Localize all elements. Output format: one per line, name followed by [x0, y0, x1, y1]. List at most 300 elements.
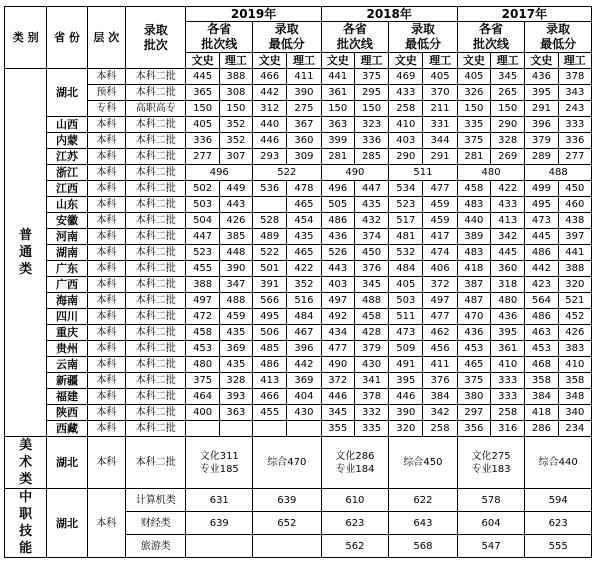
category-art: 美 术 类 — [5, 437, 47, 489]
header-ligong: 理工 — [423, 53, 457, 69]
score-cell: 378 — [354, 389, 388, 405]
province-cell: 湖北 — [47, 69, 87, 117]
score-cell: 345 — [354, 277, 388, 293]
table-row-province — [5, 261, 592, 277]
score-cell: 290 — [389, 149, 423, 165]
score-cell: 150 — [354, 101, 388, 117]
batch-cell: 本科二批 — [125, 117, 186, 133]
score-cell: 393 — [219, 389, 252, 405]
score-cell: 465 — [287, 197, 321, 213]
score-cell: 405 — [423, 69, 457, 85]
score-cell: 435 — [219, 357, 252, 373]
province-cell: 湖北 — [47, 489, 87, 558]
score-cell: 361 — [321, 85, 354, 101]
score-cell: 452 — [558, 309, 591, 325]
score-cell: 275 — [287, 101, 321, 117]
score-cell: 331 — [423, 117, 457, 133]
score-cell: 441 — [321, 69, 354, 85]
province-cell: 广东 — [47, 261, 87, 277]
score-cell: 340 — [558, 405, 591, 421]
score-cell: 469 — [389, 69, 423, 85]
score-cell: 446 — [253, 133, 287, 149]
table-row-province — [5, 245, 592, 261]
header-category: 类 别 — [5, 7, 47, 69]
score-cell: 379 — [525, 133, 558, 149]
table-row-hubei — [5, 85, 592, 101]
header-ligong: 理工 — [558, 53, 591, 69]
score-cell: 341 — [354, 373, 388, 389]
score-cell: 318 — [491, 277, 525, 293]
score-cell: 375 — [186, 373, 219, 389]
score-cell: 391 — [253, 277, 287, 293]
score-cell: 501 — [253, 261, 287, 277]
header-batch-line: 各省 批次线 — [321, 22, 389, 53]
province-cell: 江西 — [47, 181, 87, 197]
score-cell: 308 — [219, 85, 252, 101]
score-cell: 358 — [525, 373, 558, 389]
score-cell: 497 — [321, 293, 354, 309]
batch-cell: 本科二批 — [125, 325, 186, 341]
table-row-province — [5, 197, 592, 213]
score-cell: 328 — [491, 133, 525, 149]
table-row-hubei — [5, 69, 592, 85]
score-cell: 374 — [354, 229, 388, 245]
score-cell: 497 — [186, 293, 219, 309]
score-cell: 336 — [186, 133, 219, 149]
score-cell-merged: 639 — [253, 489, 322, 512]
score-cell: 406 — [423, 261, 457, 277]
score-cell-merged: 578 — [457, 489, 525, 512]
score-cell: 523 — [186, 245, 219, 261]
score-cell: 384 — [423, 389, 457, 405]
score-cell: 487 — [457, 293, 490, 309]
score-cell: 258 — [491, 405, 525, 421]
score-cell: 442 — [287, 357, 321, 373]
score-cell: 459 — [423, 197, 457, 213]
score-cell: 536 — [253, 181, 287, 197]
score-cell: 489 — [253, 229, 287, 245]
score-cell: 383 — [558, 341, 591, 357]
header-wenshi: 文史 — [253, 53, 287, 69]
score-cell: 522 — [253, 245, 287, 261]
batch-cell: 本科二批 — [125, 165, 186, 181]
score-cell: 484 — [287, 309, 321, 325]
score-cell: 436 — [525, 69, 558, 85]
admission-score-table — [4, 6, 592, 558]
score-cell: 426 — [219, 213, 252, 229]
score-cell-merged: 594 — [525, 489, 592, 512]
province-cell: 西藏 — [47, 421, 87, 437]
batch-cell: 本科二批 — [125, 373, 186, 389]
level-cell: 本科 — [87, 325, 125, 341]
score-cell: 491 — [389, 357, 423, 373]
score-cell: 483 — [457, 245, 490, 261]
score-cell: 332 — [354, 405, 388, 421]
score-cell: 480 — [186, 357, 219, 373]
score-cell: 499 — [525, 181, 558, 197]
score-cell: 345 — [321, 405, 354, 421]
table-row-province — [5, 277, 592, 293]
header-min-score: 录取 最低分 — [253, 22, 322, 53]
score-cell: 356 — [457, 421, 490, 437]
score-cell: 446 — [389, 389, 423, 405]
score-cell: 372 — [423, 277, 457, 293]
header-ligong: 理工 — [219, 53, 252, 69]
score-cell: 323 — [354, 117, 388, 133]
level-cell: 本科 — [87, 405, 125, 421]
score-cell: 466 — [253, 69, 287, 85]
score-cell-merged: 623 — [525, 512, 592, 535]
level-cell: 专科 — [87, 101, 125, 117]
score-cell: 477 — [321, 341, 354, 357]
category-vocational: 中 职 技 能 — [5, 489, 47, 558]
score-cell: 526 — [321, 245, 354, 261]
score-cell: 388 — [558, 261, 591, 277]
score-cell: 258 — [389, 101, 423, 117]
header-year: 2018年 — [321, 7, 457, 22]
score-cell-merged: 522 — [253, 165, 322, 181]
header-batch-line: 各省 批次线 — [457, 22, 525, 53]
score-cell-merged: 490 — [321, 165, 389, 181]
level-cell: 本科 — [87, 261, 125, 277]
batch-cell: 本科二批 — [125, 293, 186, 309]
score-cell: 410 — [491, 357, 525, 373]
score-cell: 418 — [525, 405, 558, 421]
level-cell: 本科 — [87, 117, 125, 133]
score-cell: 442 — [525, 261, 558, 277]
batch-cell: 本科二批 — [125, 261, 186, 277]
province-cell: 陕西 — [47, 405, 87, 421]
header-wenshi: 文史 — [389, 53, 423, 69]
score-cell: 445 — [491, 245, 525, 261]
score-cell: 458 — [186, 325, 219, 341]
score-cell: 473 — [525, 213, 558, 229]
score-cell: 404 — [287, 389, 321, 405]
batch-cell: 本科二批 — [125, 149, 186, 165]
score-cell: 463 — [525, 325, 558, 341]
score-cell: 380 — [457, 389, 490, 405]
art-score-cell: 综合450 — [389, 437, 458, 489]
header-wenshi: 文史 — [457, 53, 490, 69]
score-cell: 375 — [457, 133, 490, 149]
score-cell: 477 — [423, 309, 457, 325]
score-cell: 446 — [321, 389, 354, 405]
province-cell: 江苏 — [47, 149, 87, 165]
batch-cell: 本科二批 — [125, 133, 186, 149]
header-level: 层 次 — [87, 7, 125, 69]
province-cell: 四川 — [47, 309, 87, 325]
score-cell — [287, 421, 321, 437]
score-cell: 503 — [389, 293, 423, 309]
score-cell: 445 — [186, 69, 219, 85]
score-cell: 517 — [389, 213, 423, 229]
batch-cell: 本科二批 — [125, 85, 186, 101]
score-cell: 418 — [457, 261, 490, 277]
score-cell: 516 — [287, 293, 321, 309]
score-cell: 385 — [219, 229, 252, 245]
score-cell: 355 — [321, 421, 354, 437]
score-cell: 534 — [389, 181, 423, 197]
score-cell: 464 — [186, 389, 219, 405]
score-cell: 384 — [525, 389, 558, 405]
level-cell: 本科 — [87, 389, 125, 405]
score-cell: 470 — [457, 309, 490, 325]
score-cell: 320 — [558, 277, 591, 293]
header-ligong: 理工 — [491, 53, 525, 69]
score-cell: 390 — [389, 405, 423, 421]
level-cell: 本科 — [87, 293, 125, 309]
level-cell: 本科 — [87, 197, 125, 213]
table-row-province — [5, 293, 592, 309]
score-cell: 375 — [354, 69, 388, 85]
province-cell: 海南 — [47, 293, 87, 309]
table-row-province — [5, 405, 592, 421]
score-cell: 453 — [457, 341, 490, 357]
score-cell: 358 — [558, 373, 591, 389]
score-cell: 234 — [558, 421, 591, 437]
batch-cell: 本科二批 — [125, 405, 186, 421]
score-cell: 411 — [287, 69, 321, 85]
score-cell: 483 — [457, 197, 490, 213]
score-cell: 290 — [491, 117, 525, 133]
score-cell: 503 — [186, 197, 219, 213]
score-cell: 277 — [558, 149, 591, 165]
batch-cell: 本科二批 — [125, 213, 186, 229]
province-cell: 安徽 — [47, 213, 87, 229]
batch-cell: 计算机类 — [125, 489, 186, 512]
score-cell-merged: 652 — [253, 512, 322, 535]
score-cell: 450 — [558, 181, 591, 197]
score-cell — [253, 197, 287, 213]
score-cell: 435 — [287, 229, 321, 245]
score-cell: 456 — [423, 341, 457, 357]
score-cell: 477 — [423, 181, 457, 197]
score-cell: 430 — [287, 405, 321, 421]
score-cell: 211 — [423, 101, 457, 117]
score-cell: 342 — [491, 229, 525, 245]
score-cell: 150 — [457, 101, 490, 117]
level-cell: 本科 — [87, 133, 125, 149]
table-row-hubei — [5, 101, 592, 117]
table-row-province — [5, 309, 592, 325]
score-cell: 449 — [219, 181, 252, 197]
level-cell: 本科 — [87, 309, 125, 325]
score-cell: 413 — [253, 373, 287, 389]
score-cell: 333 — [491, 373, 525, 389]
level-cell: 本科 — [87, 165, 125, 181]
score-cell: 465 — [457, 357, 490, 373]
score-cell: 496 — [321, 181, 354, 197]
score-cell: 399 — [321, 133, 354, 149]
batch-cell: 本科二批 — [125, 421, 186, 437]
score-cell: 426 — [558, 325, 591, 341]
score-cell: 443 — [321, 261, 354, 277]
score-cell: 423 — [525, 277, 558, 293]
score-cell: 453 — [186, 341, 219, 357]
score-cell: 492 — [321, 309, 354, 325]
score-cell: 293 — [253, 149, 287, 165]
batch-cell: 高职高专 — [125, 101, 186, 117]
score-cell: 472 — [186, 309, 219, 325]
score-cell — [186, 421, 219, 437]
score-cell: 566 — [253, 293, 287, 309]
score-cell: 390 — [287, 85, 321, 101]
score-cell: 150 — [321, 101, 354, 117]
score-cell: 465 — [287, 245, 321, 261]
score-cell: 405 — [457, 69, 490, 85]
level-cell: 本科 — [87, 181, 125, 197]
score-cell: 473 — [389, 325, 423, 341]
score-cell: 478 — [287, 181, 321, 197]
score-cell-merged — [186, 535, 253, 558]
score-cell: 460 — [558, 197, 591, 213]
score-cell: 389 — [457, 229, 490, 245]
table-row-province — [5, 165, 592, 181]
score-cell: 352 — [219, 133, 252, 149]
level-cell: 本科 — [87, 341, 125, 357]
province-cell: 内蒙 — [47, 133, 87, 149]
score-cell: 286 — [525, 421, 558, 437]
batch-cell: 本科二批 — [125, 437, 186, 489]
score-cell-merged: 643 — [389, 512, 458, 535]
score-cell-merged: 622 — [389, 489, 458, 512]
score-cell: 454 — [287, 213, 321, 229]
batch-cell: 本科二批 — [125, 389, 186, 405]
header-year: 2017年 — [457, 7, 591, 22]
score-cell: 447 — [186, 229, 219, 245]
score-cell: 466 — [253, 389, 287, 405]
score-cell: 345 — [491, 69, 525, 85]
score-cell: 462 — [423, 325, 457, 341]
score-cell: 335 — [354, 421, 388, 437]
score-cell: 335 — [457, 117, 490, 133]
score-cell: 438 — [558, 213, 591, 229]
score-cell: 336 — [558, 133, 591, 149]
score-cell: 436 — [457, 325, 490, 341]
score-cell: 367 — [287, 117, 321, 133]
score-cell: 403 — [389, 133, 423, 149]
table-row-province — [5, 181, 592, 197]
batch-cell: 本科二批 — [125, 69, 186, 85]
score-cell: 390 — [219, 261, 252, 277]
score-cell: 363 — [219, 405, 252, 421]
header-row-years — [5, 7, 592, 22]
level-cell: 本科 — [87, 357, 125, 373]
score-cell: 481 — [389, 229, 423, 245]
score-cell: 403 — [321, 277, 354, 293]
province-cell: 新疆 — [47, 373, 87, 389]
header-ligong: 理工 — [354, 53, 388, 69]
score-cell — [219, 421, 252, 437]
score-cell: 410 — [558, 357, 591, 373]
header-wenshi: 文史 — [525, 53, 558, 69]
header-province: 省 份 — [47, 7, 87, 69]
score-cell: 369 — [287, 373, 321, 389]
score-cell: 422 — [287, 261, 321, 277]
score-cell: 458 — [354, 309, 388, 325]
score-cell-merged: 639 — [186, 512, 253, 535]
art-score-cell: 综合440 — [525, 437, 592, 489]
score-cell: 370 — [423, 85, 457, 101]
score-cell: 495 — [525, 197, 558, 213]
score-cell: 511 — [389, 309, 423, 325]
score-cell: 484 — [389, 261, 423, 277]
score-cell: 361 — [491, 341, 525, 357]
header-year: 2019年 — [186, 7, 321, 22]
score-cell: 316 — [491, 421, 525, 437]
table-row-vocational — [5, 489, 592, 512]
score-cell: 509 — [389, 341, 423, 357]
score-cell: 430 — [354, 357, 388, 373]
score-cell: 378 — [558, 69, 591, 85]
score-cell: 448 — [219, 245, 252, 261]
score-cell: 532 — [389, 245, 423, 261]
score-cell: 395 — [525, 85, 558, 101]
score-cell: 295 — [354, 85, 388, 101]
batch-cell: 本科二批 — [125, 341, 186, 357]
score-cell: 379 — [354, 341, 388, 357]
province-cell: 河南 — [47, 229, 87, 245]
score-cell: 372 — [321, 373, 354, 389]
level-cell: 本科 — [87, 373, 125, 389]
score-cell-merged: 631 — [186, 489, 253, 512]
batch-cell: 本科二批 — [125, 181, 186, 197]
score-cell: 365 — [186, 85, 219, 101]
score-cell: 411 — [423, 357, 457, 373]
score-cell: 413 — [491, 213, 525, 229]
table-row-province — [5, 133, 592, 149]
province-cell: 广西 — [47, 277, 87, 293]
level-cell: 本科 — [87, 245, 125, 261]
score-cell: 150 — [219, 101, 252, 117]
province-cell: 山东 — [47, 197, 87, 213]
score-cell: 453 — [525, 341, 558, 357]
score-cell-merged: 555 — [525, 535, 592, 558]
province-cell: 贵州 — [47, 341, 87, 357]
score-cell: 486 — [525, 309, 558, 325]
header-ligong: 理工 — [287, 53, 321, 69]
score-cell: 336 — [354, 133, 388, 149]
score-cell-merged: 610 — [321, 489, 389, 512]
batch-cell: 本科二批 — [125, 229, 186, 245]
score-cell: 440 — [253, 117, 287, 133]
score-cell: 307 — [219, 149, 252, 165]
score-cell: 326 — [457, 85, 490, 101]
score-cell: 328 — [219, 373, 252, 389]
score-cell: 506 — [253, 325, 287, 341]
level-cell: 本科 — [87, 213, 125, 229]
score-cell-merged — [253, 535, 322, 558]
score-cell: 428 — [354, 325, 388, 341]
batch-cell: 旅游类 — [125, 535, 186, 558]
art-score-cell: 文化311 专业185 — [186, 437, 253, 489]
score-cell: 347 — [219, 277, 252, 293]
score-cell: 486 — [321, 213, 354, 229]
score-cell: 564 — [525, 293, 558, 309]
score-cell: 309 — [287, 149, 321, 165]
score-cell: 265 — [491, 85, 525, 101]
score-cell: 342 — [423, 405, 457, 421]
score-cell: 395 — [491, 325, 525, 341]
art-score-cell: 文化275 专业183 — [457, 437, 525, 489]
header-wenshi: 文史 — [321, 53, 354, 69]
score-cell-merged: 562 — [321, 535, 389, 558]
table-row-province — [5, 357, 592, 373]
score-cell-merged: 511 — [389, 165, 458, 181]
art-score-cell: 文化286 专业184 — [321, 437, 389, 489]
table-row-province — [5, 373, 592, 389]
score-cell: 447 — [354, 181, 388, 197]
